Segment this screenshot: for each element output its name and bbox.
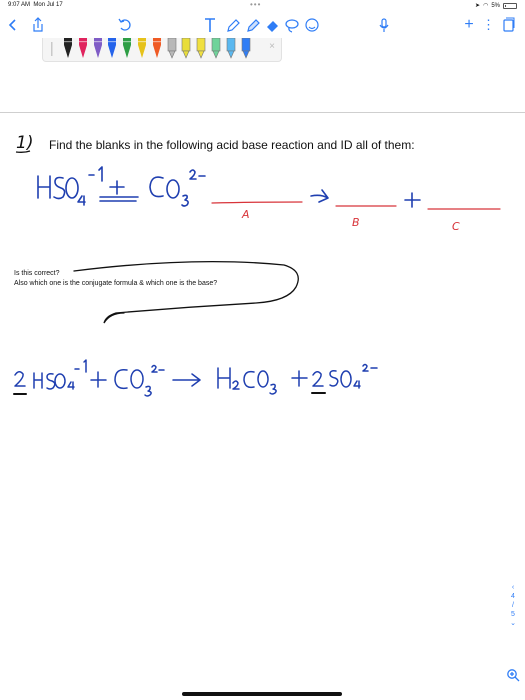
note-line-1: Is this correct? [14,270,60,277]
note-bubble [74,262,298,323]
question-number [16,133,33,153]
location-icon: ➤ [475,3,481,9]
battery-percent: 5% [491,2,500,9]
total-pages: 5 [511,611,515,618]
blank-label-b: B [352,216,360,229]
more-icon[interactable]: ⋮ [482,17,495,32]
multitask-dots[interactable]: ••• [250,0,262,9]
page-navigator [504,583,522,628]
question-text: Find the blanks in the following acid base reaction and ID all of them: [49,138,415,152]
coefficient-underlines [14,393,325,394]
note-line-2: Also which one is the conjugate formula & which one is the base? [14,280,218,287]
blank-label-a: A [242,208,250,221]
handwritten-equation-1 [38,167,420,207]
wifi-icon: ◠ [483,3,489,9]
handwritten-equation-2 [15,360,377,396]
plus-icon[interactable]: + [464,16,474,33]
page-down-icon[interactable]: ⌄ [510,620,516,627]
blank-label-c: C [452,220,460,233]
home-indicator[interactable] [182,692,342,696]
close-icon[interactable]: × [269,41,275,52]
status-time: 9:07 AM Mon Jul 17 [8,2,63,8]
blank-labels [241,208,460,233]
page-separator: / [512,602,514,609]
blank-a-line [212,202,302,203]
answer-blanks [212,202,500,209]
zoom-icon[interactable] [506,668,520,682]
page-up-icon[interactable]: ‹ [511,584,515,591]
svg-text:1): 1) [16,133,34,153]
current-page: 4 [511,593,515,600]
